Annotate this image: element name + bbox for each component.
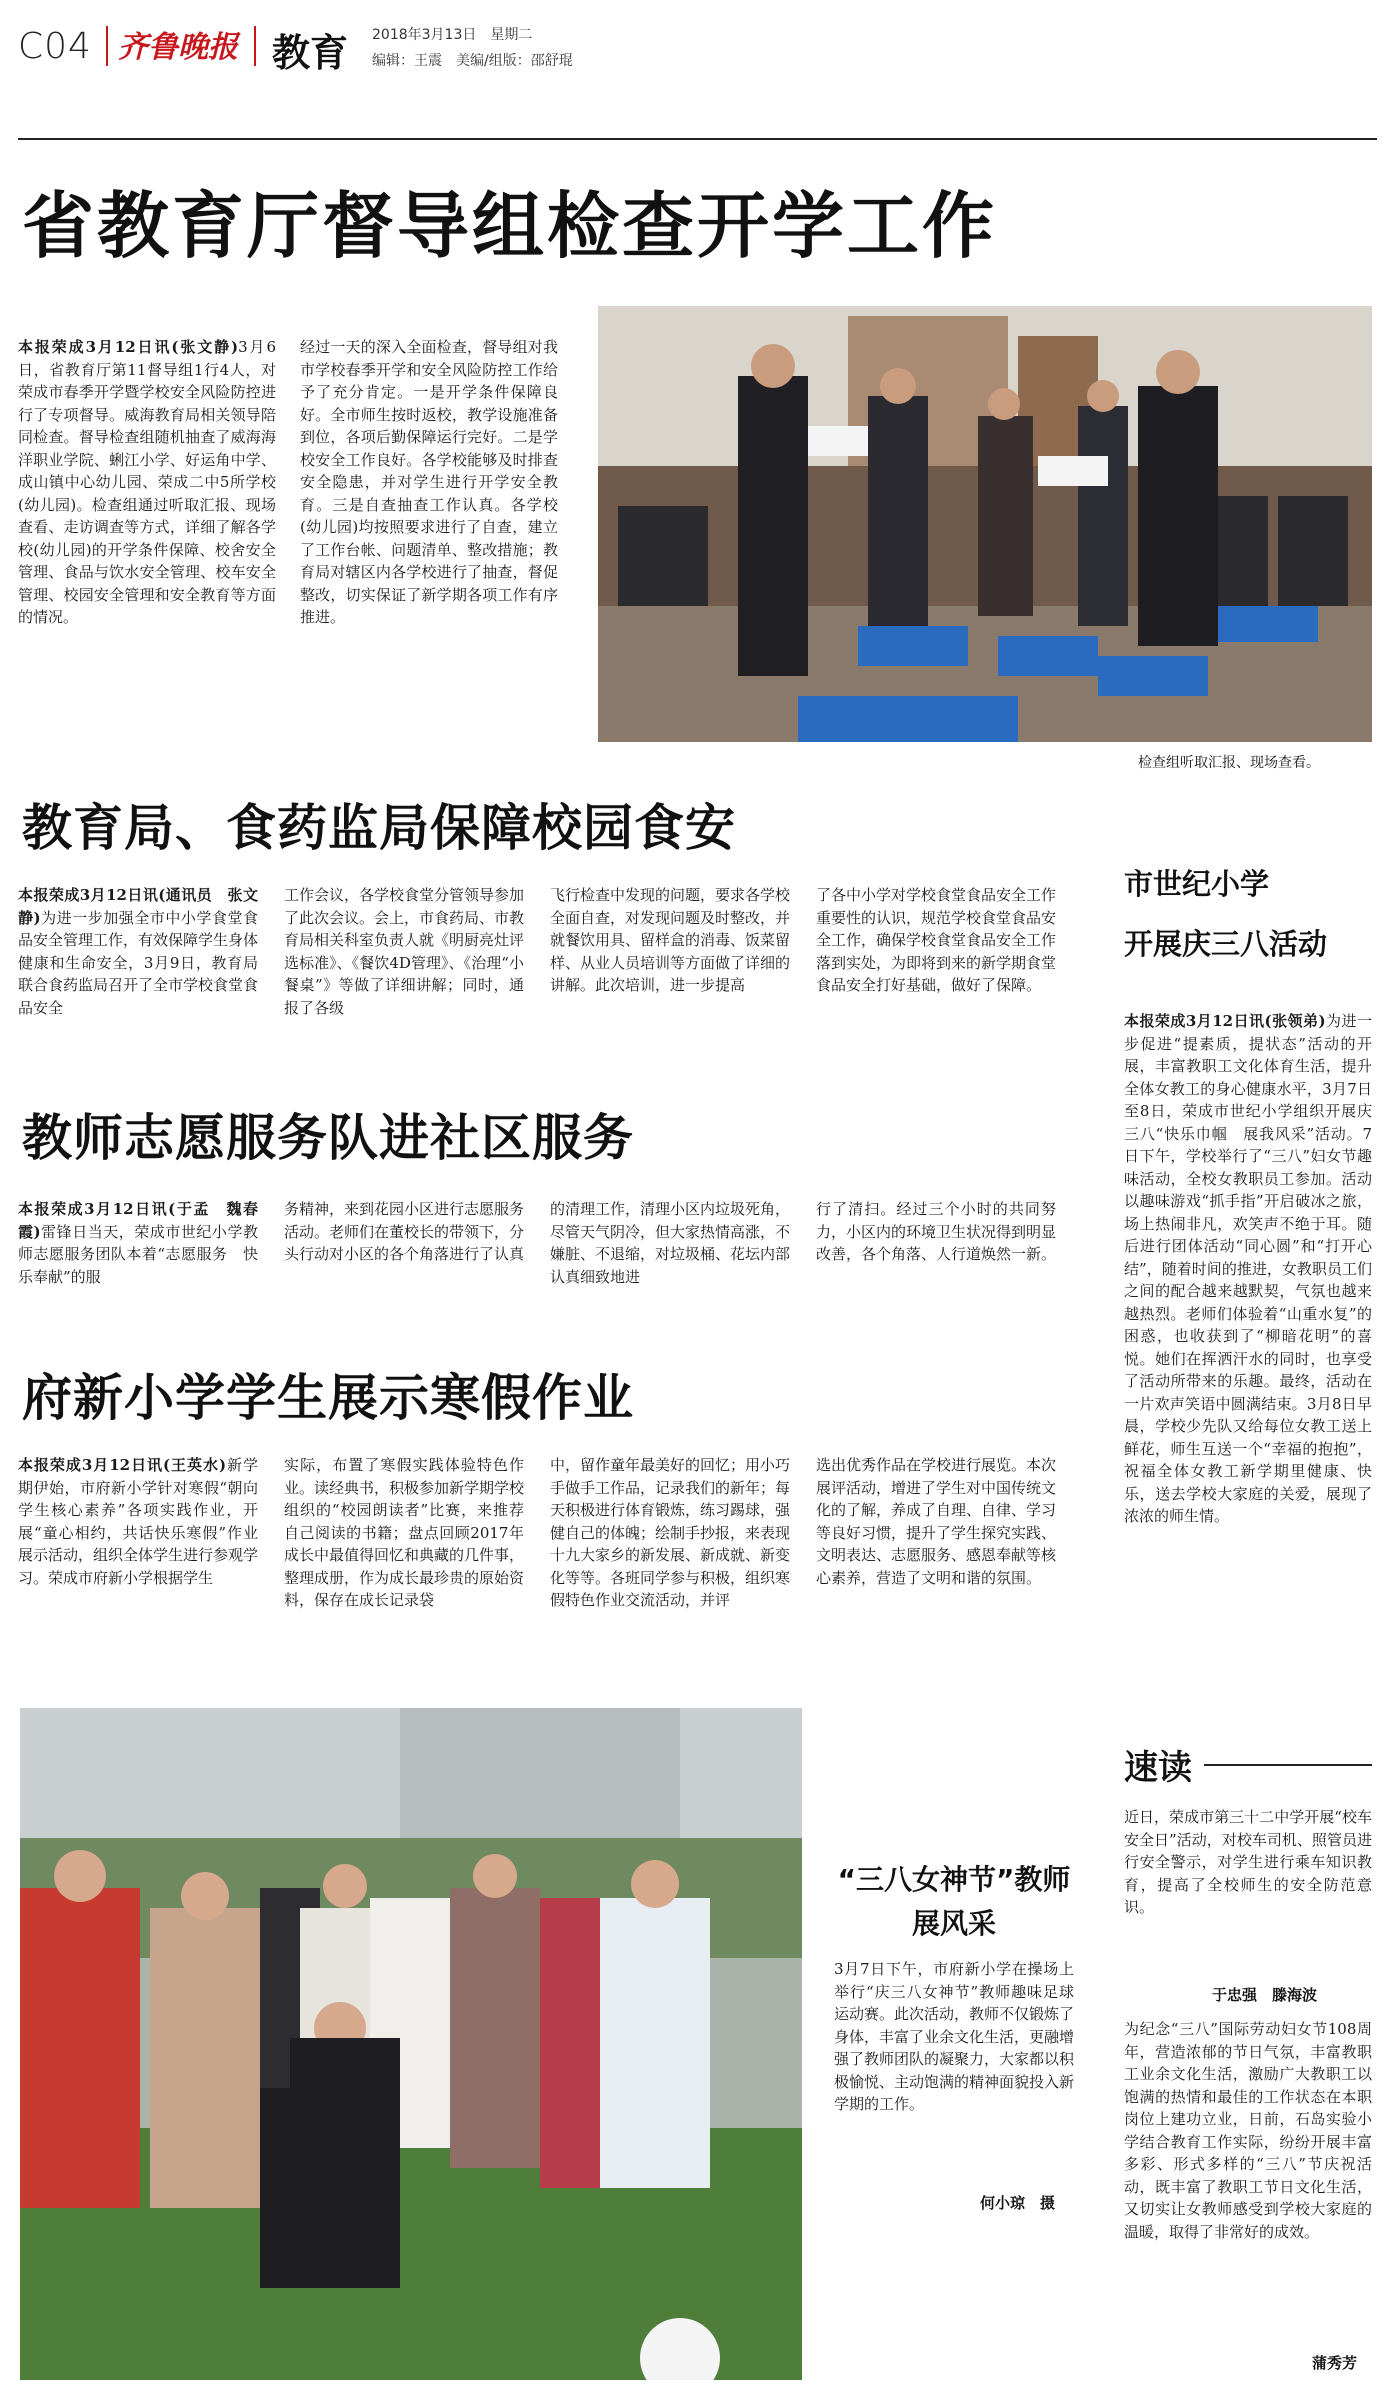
article-headline: 教育局、食药监局保障校园食安 <box>22 799 736 857</box>
article-headline: 省教育厅督导组检查开学工作 <box>22 184 998 268</box>
photo-caption: 检查组听取汇报、现场查看。 <box>1138 755 1320 771</box>
issue-date: 2018年3月13日 星期二 <box>372 27 533 43</box>
football-event-photo <box>20 1708 802 2380</box>
article-column: 中，留作童年最美好的回忆；用小巧手做手工作品，记录我们的新年；每天积极进行体育锻炼，练习踢球，强健自己的体魄；绘制手抄报，来表现十九大家乡的新发展、新成就、新变化等等。各班同学参与积极，组织寒假特色作业交流活动，并评 <box>550 1456 790 1609</box>
sidebar-article <box>1124 1010 1372 1686</box>
header-rule <box>18 138 1377 140</box>
article-column: 经过一天的深入全面检查，督导组对我市学校春季开学和安全风险防控工作给予了充分肯定。一是开学条件保障良好。全市师生按时返校，教学设施准备到位，各项后勤保障运行完好。二是学校安全工作良好。各学校能够及时排查安全隐患，并对学生进行开学安全教育。三是自查抽查工作认真。各学校(幼儿园)均按照要求进行了自查，建立了工作台帐、问题清单、整改措施；教育局对辖区内各学校进行了抽查，督促整改，切实保证了新学期各项工作有序推进。 <box>300 338 558 626</box>
sidebar-title: 开展庆三八活动 <box>1124 927 1328 961</box>
article-text: 雷锋日当天，荣成市世纪小学教师志愿服务团队本着“志愿服务 快乐奉献”的服 <box>18 1222 258 1286</box>
article-column: 了各中小学对学校食堂食品安全工作重要性的认识，规范学校食堂食品安全工作，确保学校食堂食品安全工作落到实处，为即将到来的新学期食堂食品安全打好基础，做好了保障。 <box>816 886 1056 994</box>
article-text: 为进一步加强全市中小学食堂食品安全管理工作，有效保障学生身体健康和生命安全，3月9日，教育局联合食药监局召开了全市学校食堂食品安全 <box>18 908 258 1017</box>
article-column <box>18 336 276 742</box>
article-headline: 府新小学学生展示寒假作业 <box>22 1369 634 1427</box>
article-lead: 本报荣成3月12日讯(于孟 魏春霞) <box>18 1200 258 1241</box>
article-column: 的清理工作，清理小区内垃圾死角，尽管天气阴冷，但大家热情高涨，不嫌脏、不退缩，对垃圾桶、花坛内部认真细致地进 <box>550 1200 790 1286</box>
article-text: 新学期伊始，市府新小学针对寒假“朝向学生核心素养”各项实践作业，开展“童心相约，共话快乐寒假”作业展示活动，组织全体学生进行参观学习。荣成市府新小学根据学生 <box>18 1456 258 1587</box>
article-lead: 本报荣成3月12日讯(通讯员 张文静) <box>18 886 258 927</box>
masthead-logo: 齐鲁晚报 <box>118 30 238 65</box>
article-column: 飞行检查中发现的问题，要求各学校全面自查，对发现问题及时整改，并就餐饮用具、留样盒的消毒、饭菜留样、从业人员培训等方面做了详细的讲解。此次培训，进一步提高 <box>550 886 790 994</box>
page-number: C04 <box>18 26 92 67</box>
article-column <box>18 1198 258 1338</box>
article-lead: 本报荣成3月12日讯(张领弟) <box>1124 1012 1326 1030</box>
inspection-photo <box>598 306 1372 742</box>
header-divider <box>254 26 256 66</box>
article-headline: 教师志愿服务队进社区服务 <box>22 1109 634 1167</box>
photo-story-title: “三八女神节”教师展风采 <box>837 1863 1071 1940</box>
speed-read-item: 为纪念“三八”国际劳动妇女节108周年，营造浓郁的节日气氛，丰富教职工业余文化生活，激励广大教职工以饱满的热情和最佳的工作状态在本职岗位上建功立业，日前，石岛实验小学结合教育工作实际，纷纷开展丰富多彩、形式多样的“三八”节庆祝活动，既丰富了教职工节日文化生活，又切实让女教师感受到学校大家庭的温暖，取得了非常好的成效。 <box>1124 2020 1372 2241</box>
article-column: 工作会议，各学校食堂分管领导参加了此次会议。会上，市食药局、市教育局相关科室负责人就《明厨亮灶评选标准》、《餐饮4D管理》、《治理“小餐桌”》等做了详细讲解；同时，通报了各级 <box>284 886 524 1017</box>
speed-read-byline: 于忠强 滕海波 <box>1212 1986 1318 2004</box>
article-column: 选出优秀作品在学校进行展览。本次展评活动，增进了学生对中国传统文化的了解，养成了自理、自律、学习等良好习惯，提升了学生探究实践、文明表达、志愿服务、感恩奉献等核心素养，营造了文明和谐的氛围。 <box>816 1456 1056 1587</box>
header-divider <box>106 26 108 66</box>
editor-credits: 编辑：王震 美编/组版：邵舒琨 <box>372 53 573 69</box>
speed-read-title: 速读 <box>1124 1748 1192 1788</box>
speed-read-rule <box>1204 1764 1372 1766</box>
article-column: 行了清扫。经过三个小时的共同努力，小区内的环境卫生状况得到明显改善，各个角落、人行道焕然一新。 <box>816 1200 1056 1263</box>
section-title: 教育 <box>272 31 349 75</box>
speed-read-item: 近日，荣成市第三十二中学开展“校车安全日”活动，对校车司机、照管员进行安全警示，对学生进行乘车知识教育，提高了全校师生的安全防范意识。 <box>1124 1808 1372 1916</box>
article-column <box>18 884 258 1044</box>
article-column <box>18 1454 258 1674</box>
article-column: 实际，布置了寒假实践体验特色作业。读经典书，积极参加新学期学校组织的“校园朗读者”比赛，来推荐自己阅读的书籍；盘点回顾2017年成长中最值得回忆和典藏的几件事，整理成册，作为成长最珍贵的原始资料，保存在成长记录袋 <box>284 1456 524 1609</box>
article-lead: 本报荣成3月12日讯(张文静) <box>18 338 239 356</box>
article-lead: 本报荣成3月12日讯(王英水) <box>18 1456 227 1474</box>
photo-story-body: 3月7日下午，市府新小学在操场上举行“庆三八女神节”教师趣味足球运动赛。此次活动，教师不仅锻炼了身体，丰富了业余文化生活，更融增强了教师团队的凝聚力，大家都以积极愉悦、主动饱满的精神面貌投入新学期的工作。 <box>834 1960 1074 2113</box>
speed-read-byline: 蒲秀芳 <box>1312 2354 1358 2372</box>
article-text: 为进一步促进“提素质，提状态”活动的开展，丰富教职工文化体育生活，提升全体女教工的身心健康水平，3月7日至8日，荣成市世纪小学组织开展庆三八“快乐巾帼 展我风采”活动。7日下午，学校举行了“三八”妇女节趣味活动，全校女教职员工参加。活动以趣味游戏“抓手指”开启破冰之旅，场上热闹非凡，欢笑声不绝于耳。随后进行团体活动“同心圆”和“打开心结”，随着时间的推进，女教职员工们之间的配合越来越默契，气氛也越来越热烈。老师们体验着“山重水复”的困惑，也收获到了“柳暗花明”的喜悦。她们在挥洒汗水的同时，也享受了活动所带来的乐趣。最终，活动在一片欢声笑语中圆满结束。3月8日早晨，学校少先队又给每位女教工送上鲜花，师生互送一个“幸福的抱抱”，祝福全体女教工新学期里健康、快乐，送去学校大家庭的关爱，展现了浓浓的师生情。 <box>1124 1012 1372 1525</box>
article-column: 务精神，来到花园小区进行志愿服务活动。老师们在董校长的带领下，分头行动对小区的各个角落进行了认真 <box>284 1200 524 1263</box>
sidebar-title: 市世纪小学 <box>1124 867 1270 901</box>
article-text: 3月6日，省教育厅第11督导组1行4人，对荣成市春季开学暨学校安全风险防控进行了专项督导。威海教育局相关领导陪同检查。督导检查组随机抽查了威海海洋职业学院、蜊江小学、好运角中学、成山镇中心幼儿园、荣成二中5所学校(幼儿园)。检查组通过听取汇报、现场查看、走访调查等方式，详细了解各学校(幼儿园)的开学条件保障、校舍安全管理、食品与饮水安全管理、校车安全管理、校园安全管理和安全教育等方面的情况。 <box>18 338 276 626</box>
photo-credit: 何小琼 摄 <box>980 2194 1056 2212</box>
